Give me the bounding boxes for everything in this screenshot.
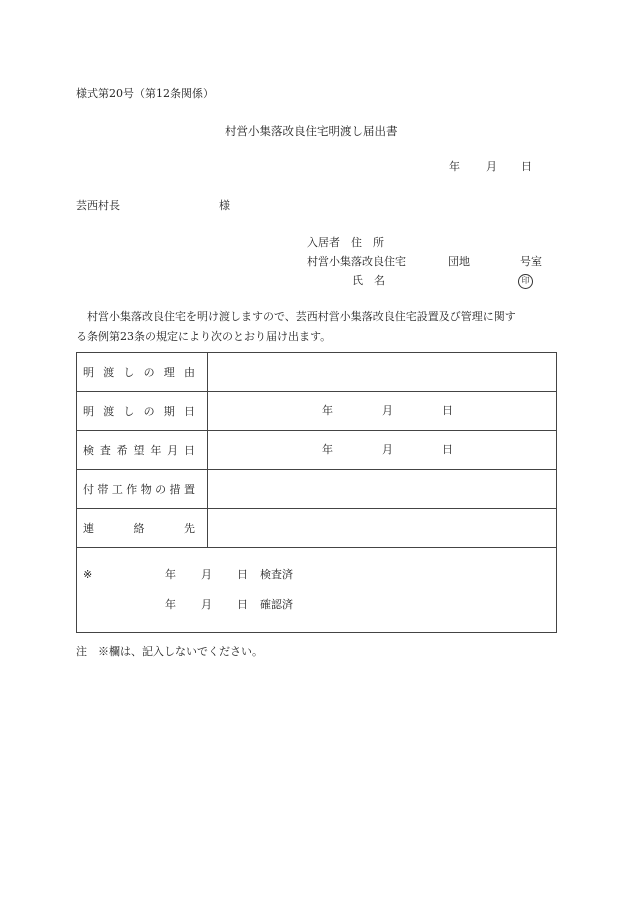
- applicant-housing-label: 村営小集落改良住宅: [307, 255, 406, 268]
- label-char: 明: [83, 366, 94, 379]
- seal-icon: 印: [518, 274, 533, 289]
- label-char: 渡: [103, 366, 115, 379]
- year-label: 年: [165, 598, 176, 611]
- label-char: 期: [163, 405, 175, 418]
- vacate-date-field[interactable]: [208, 392, 557, 431]
- label-char: し: [123, 405, 135, 418]
- body-text-line1: 村営小集落改良住宅を明け渡しますので、芸西村営小集落改良住宅設置及び管理に関す: [76, 310, 516, 323]
- table-row-fixtures: [77, 470, 557, 509]
- label-reason: [77, 353, 208, 392]
- label-char: 先: [184, 522, 195, 535]
- label-vacate-date: [77, 392, 208, 431]
- label-char: 日: [183, 444, 195, 457]
- inspection-date-field[interactable]: [208, 431, 557, 470]
- label-char: 付: [83, 483, 94, 496]
- inspected-status: 検査済: [260, 568, 293, 581]
- table-row-vacate-date: [77, 392, 557, 431]
- table-row-notes: [77, 548, 557, 633]
- year-label: 年: [322, 404, 333, 417]
- label-char: 渡: [103, 405, 115, 418]
- label-char: 置: [183, 483, 195, 496]
- contact-field[interactable]: [208, 509, 557, 548]
- applicant-room-label: 号室: [520, 255, 542, 268]
- office-use-mark: ※: [83, 568, 93, 581]
- year-label: 年: [322, 443, 333, 456]
- label-char: 工: [111, 483, 123, 496]
- label-char: 希: [116, 444, 128, 457]
- label-char: 措: [169, 483, 181, 496]
- day-label: 日: [237, 568, 248, 581]
- label-char: 絡: [133, 522, 145, 535]
- table-row-reason: [77, 353, 557, 392]
- table-row-contact: [77, 509, 557, 548]
- month-label: 月: [382, 404, 393, 417]
- table-row-inspection-date: [77, 431, 557, 470]
- label-char: 明: [83, 405, 94, 418]
- addressee-name: 芸西村長: [76, 199, 120, 212]
- form-table: [76, 352, 557, 633]
- body-text-line2: る条例第23条の規定により次のとおり届け出ます。: [76, 330, 332, 343]
- label-char: 検: [83, 444, 94, 457]
- date-day-label: 日: [521, 160, 532, 173]
- label-fixtures: [77, 470, 208, 509]
- label-char: 査: [99, 444, 111, 457]
- fixtures-field[interactable]: [208, 470, 557, 509]
- seal-mark: [518, 273, 533, 289]
- label-inspection-date: [77, 431, 208, 470]
- footnote: 注 ※欄は、記入しないでください。: [76, 645, 263, 658]
- month-label: 月: [382, 443, 393, 456]
- year-label: 年: [165, 568, 176, 581]
- label-char: 望: [133, 444, 145, 457]
- label-char: 月: [167, 444, 179, 457]
- office-use-section: [77, 548, 557, 633]
- label-char: し: [123, 366, 135, 379]
- page-title: 村営小集落改良住宅明渡し届出書: [225, 124, 398, 138]
- label-char: 作: [126, 483, 138, 496]
- month-label: 月: [201, 568, 212, 581]
- applicant-address-label: 入居者 住 所: [307, 236, 384, 249]
- date-month-label: 月: [486, 160, 497, 173]
- label-char: の: [143, 405, 155, 418]
- label-char: 物: [140, 483, 152, 496]
- day-label: 日: [237, 598, 248, 611]
- reason-field[interactable]: [208, 353, 557, 392]
- label-char: 連: [83, 522, 94, 535]
- applicant-complex-label: 団地: [448, 255, 470, 268]
- label-char: 日: [183, 405, 195, 418]
- applicant-name-label: 氏 名: [352, 274, 385, 287]
- date-year-label: 年: [449, 160, 460, 173]
- label-contact: [77, 509, 208, 548]
- day-label: 日: [442, 404, 453, 417]
- addressee-honorific: 様: [219, 199, 230, 212]
- label-char: の: [143, 366, 155, 379]
- month-label: 月: [201, 598, 212, 611]
- label-char: の: [155, 483, 167, 496]
- label-char: 由: [183, 366, 195, 379]
- day-label: 日: [442, 443, 453, 456]
- form-number: 様式第20号（第12条関係）: [76, 87, 214, 100]
- label-char: 理: [163, 366, 175, 379]
- label-char: 帯: [97, 483, 109, 496]
- confirmed-status: 確認済: [260, 598, 293, 611]
- label-char: 年: [150, 444, 162, 457]
